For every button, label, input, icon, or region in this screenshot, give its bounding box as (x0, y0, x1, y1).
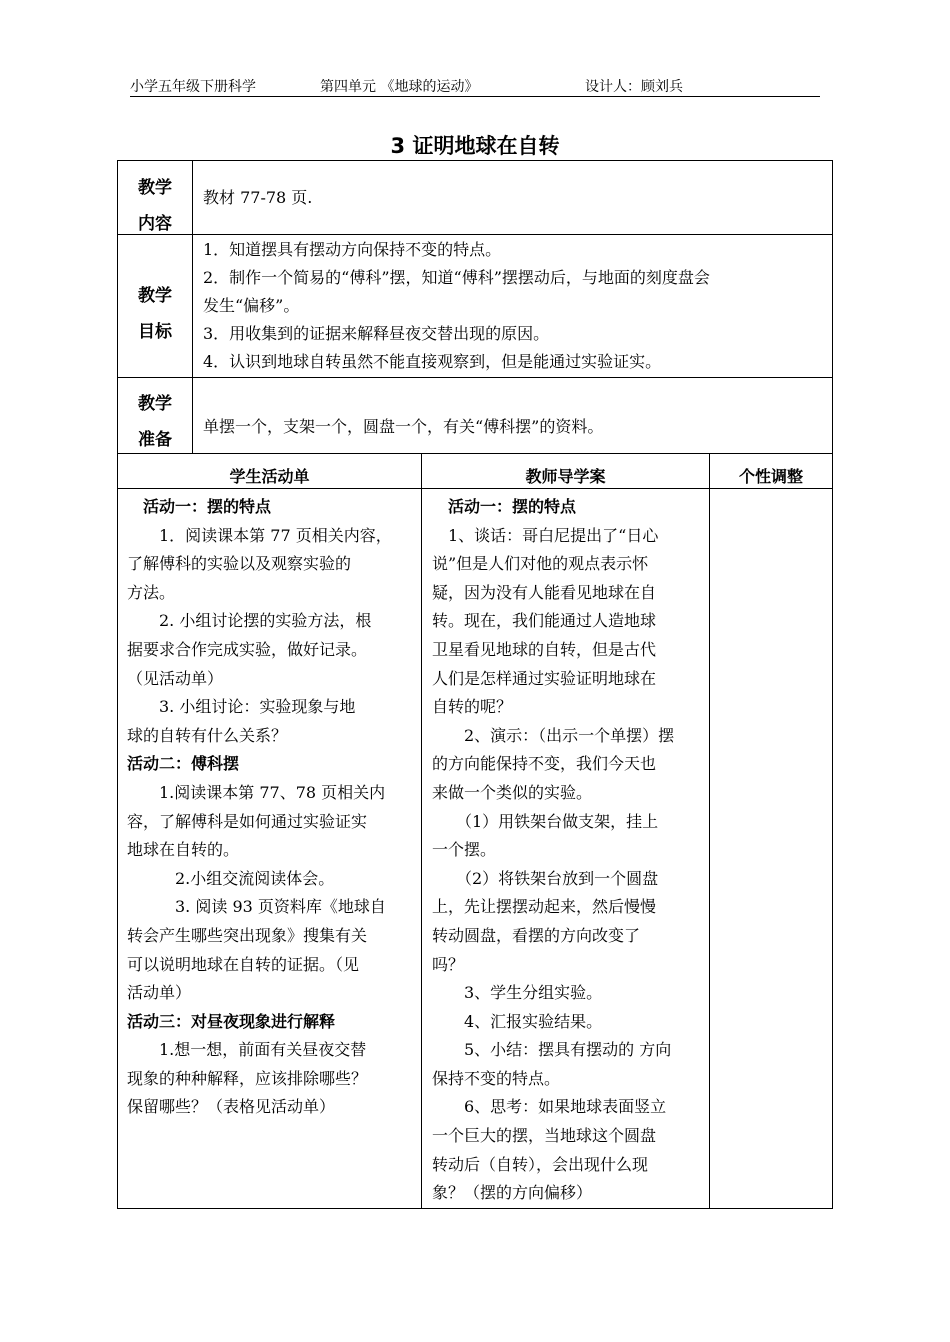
column-divider (421, 453, 422, 1209)
text-line: 据要求合作完成实验，做好记录。 (127, 639, 368, 659)
table-divider (117, 453, 833, 454)
header-designer: 设计人：顾刘兵 (585, 79, 683, 95)
text-line: 2、演示：（出示一个单摆）摆 (432, 725, 675, 745)
text-line: （2）将铁架台放到一个圆盘 (432, 868, 659, 888)
text-line: 1.想一想，前面有关昼夜交替 (127, 1040, 367, 1060)
column-header-student: 学生活动单 (229, 467, 310, 486)
text-line: 的方向能保持不变，我们今天也 (432, 754, 657, 774)
text-line: 一个摆。 (432, 840, 497, 860)
text-line: （1）用铁架台做支架，挂上 (432, 811, 659, 831)
prep-text: 单摆一个，支架一个，圆盘一个，有关“傅科摆”的资料。 (203, 417, 604, 436)
column-divider (709, 453, 710, 1209)
table-divider (117, 234, 833, 235)
activity-heading: 活动三：对昼夜现象进行解释 (127, 1011, 336, 1031)
column-header-teacher: 教师导学案 (525, 467, 606, 486)
label-goals: 教学 目标 (138, 286, 172, 342)
goal-line: 2．制作一个简易的“傅科”摆，知道“傅科”摆摆动后，与地面的刻度盘会 (203, 268, 710, 287)
text-line: 说”但是人们对他的观点表示怀 (432, 554, 649, 574)
text-line: 3. 小组讨论：实验现象与地 (127, 697, 356, 717)
text-line: 来做一个类似的实验。 (432, 782, 593, 802)
activity-heading: 活动一：摆的特点 (432, 497, 577, 516)
goal-line: 3．用收集到的证据来解释昼夜交替出现的原因。 (203, 324, 550, 343)
text-line: 上，先让摆摆动起来，然后慢慢 (432, 897, 657, 917)
text-line: 1.阅读课本第 77、78 页相关内 (127, 782, 386, 802)
table-divider (117, 377, 833, 378)
text-line: 活动单） (127, 983, 192, 1003)
text-line: 5、小结：摆具有摆动的 方向 (432, 1040, 672, 1060)
text-line: 球的自转有什么关系？ (127, 725, 288, 745)
text-line: 6、思考：如果地球表面竖立 (432, 1097, 667, 1117)
text-line: 可以说明地球在自转的证据。（见 (127, 954, 360, 974)
teacher-guide-column (432, 493, 706, 1208)
goal-line: 4．认识到地球自转虽然不能直接观察到，但是能通过实验证实。 (203, 352, 662, 371)
text-line: 2. 小组讨论摆的实验方法，根 (127, 611, 372, 631)
text-line: 2.小组交流阅读体会。 (127, 868, 335, 888)
text-line: 保持不变的特点。 (432, 1068, 561, 1088)
text-line: 3、学生分组实验。 (432, 983, 603, 1003)
text-line: 转。现在，我们能通过人造地球 (432, 611, 657, 631)
table-border-bottom (117, 1208, 833, 1209)
text-line: 转动圆盘，看摆的方向改变了 (432, 925, 641, 945)
label-column-divider (192, 160, 193, 454)
text-line: 疑，因为没有人能看见地球在自 (432, 582, 657, 602)
text-line: 4、汇报实验结果。 (432, 1011, 603, 1031)
header-unit: 第四单元 《地球的运动》 (320, 79, 479, 95)
text-line: 转会产生哪些突出现象》搜集有关 (127, 925, 368, 945)
text-line: 一个巨大的摆，当地球这个圆盘 (432, 1126, 657, 1146)
goal-line: 发生“偏移”。 (203, 296, 300, 315)
text-line: 方法。 (127, 582, 176, 602)
text-line: 了解傅科的实验以及观察实验的 (127, 554, 352, 574)
goals-list (203, 236, 710, 376)
text-line: 地球在自转的。 (127, 840, 240, 860)
text-line: 自转的呢？ (432, 697, 513, 717)
text-line: 吗？ (432, 954, 465, 974)
text-line: 容，了解傅科是如何通过实验证实 (127, 811, 368, 831)
text-line: 现象的种种解释，应该排除哪些？ (127, 1068, 368, 1088)
activity-heading: 活动二：傅科摆 (127, 754, 240, 774)
table-border-top (117, 160, 833, 161)
activity-heading: 活动一：摆的特点 (127, 497, 272, 516)
text-line: 1．阅读课本第 77 页相关内容， (127, 525, 392, 545)
text-line: 人们是怎样通过实验证明地球在 (432, 668, 657, 688)
text-line: 卫星看见地球的自转，但是古代 (432, 639, 657, 659)
text-line: 转动后（自转），会出现什么现 (432, 1154, 649, 1174)
student-activity-column (127, 493, 417, 1122)
page-title: 3 证明地球在自转 (390, 134, 560, 158)
text-line: （见活动单） (127, 668, 224, 688)
label-prep: 教学 准备 (138, 394, 172, 450)
column-header-adjust: 个性调整 (738, 467, 803, 486)
table-border-right (832, 160, 833, 1209)
content-text: 教材 77-78 页. (203, 188, 313, 207)
label-content: 教学 内容 (138, 178, 172, 234)
text-line: 1、谈话：哥白尼提出了“日心 (432, 525, 659, 545)
text-line: 象？（摆的方向偏移） (432, 1183, 593, 1203)
goal-line: 1．知道摆具有摆动方向保持不变的特点。 (203, 240, 502, 259)
page-header (130, 76, 820, 97)
header-subject: 小学五年级下册科学 (130, 79, 256, 95)
text-line: 3. 阅读 93 页资料库《地球自 (127, 897, 386, 917)
text-line: 保留哪些？（表格见活动单） (127, 1097, 336, 1117)
